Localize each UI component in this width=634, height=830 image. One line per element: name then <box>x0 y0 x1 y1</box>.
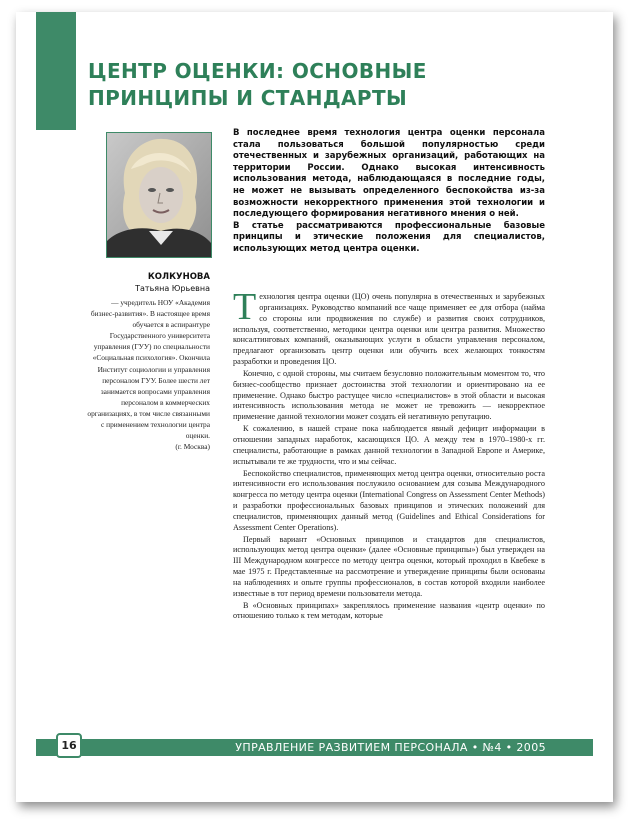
author-portrait-image <box>107 133 211 257</box>
author-city: (г. Москва) <box>175 442 210 452</box>
body-paragraph: К сожалению, в нашей стране пока наблюдается явный дефицит информации в отношении западных наработок, касающихся ЦО. А между тем в 1970–1980-х гг. специалисты, работающие в рамках данной технологии в Западной Европе и Америке, испытывали те же трудности, что и мы сейчас. <box>233 424 545 466</box>
author-bio-text: — учредитель НОУ «Академия бизнес-развития». В настоящее время обучается в аспирантуре Государственного университета управления (ГУУ) по специальности «Социальная психология». Окончила Институт социологии и управления персоналом ГУУ. Более шести лет занимается вопросами управления персоналом в коммерческих организациях, в том числе связанными с применением технологии центра оценки. <box>87 298 210 441</box>
author-first-name: Татьяна Юрьевна <box>135 284 210 293</box>
page-number: 16 <box>56 733 82 758</box>
author-block <box>86 272 210 294</box>
article-lead <box>233 128 545 256</box>
body-paragraph: Первый вариант «Основных принципов и стандартов для специалистов, использующих метод центра оценки» (далее «Основные принципы») был утвержден на III Международном конгрессе по методу центра оценки, который проходил в Квебеке в мае 1975 г. Представленные на рассмотрение и утверждение принципы были основаны на наблюдениях и опыте группы профессионалов, в состав которой входили наиболее известные в тот период времени пользователи метода. <box>233 534 545 598</box>
first-paragraph-text: ехнология центра оценки (ЦО) очень популярна в отечественных и зарубежных организациях. Руководство компаний все чаще применяет ее для отбора (найма со стороны или продвижения по службе) и развития своих сотрудников, используя, соответственно, методики центра оценки или центра развития. Множество консалтинговых компаний, оказывающих услуги в области управления персоналом, предлагают организовать центр оценки или обучить всех желающих тонкостям разработки и проведения ЦО. <box>233 292 545 367</box>
drop-cap: Т <box>233 292 257 328</box>
lead-paragraph: В статье рассматриваются профессиональные базовые принципы и этические положения для специалистов, использующих метод центра оценки. <box>233 220 545 254</box>
author-last-name: КОЛКУНОВА <box>147 272 210 282</box>
body-paragraph: Конечно, с одной стороны, мы считаем безусловно положительным моментом то, что бизнес-сообщество признает достоинства этой технологии и ориентировано на ее применение. Однако быстро растущее число «специалистов» в этой области и высокая интенсивность использования метода не может не тревожить — некорректное применение данной технологии может создать ей негативную репутацию. <box>233 368 545 422</box>
author-bio <box>86 297 210 452</box>
article-title: ЦЕНТР ОЦЕНКИ: ОСНОВНЫЕ ПРИНЦИПЫ И СТАНДАРТЫ <box>88 59 427 110</box>
article-body <box>233 292 545 724</box>
lead-paragraph: В последнее время технология центра оценки персонала стала пользоваться большой популярностью среди отечественных и зарубежных организаций, работающих на территории России. Однако высокая интенсивность использования метода, наблюдающаяся в последние годы, не может не вызывать определенного беспокойства из-за возможности некорректного применения этой технологии и последующего формирования негативного мнения о ней. <box>233 128 545 220</box>
body-paragraph: Беспокойство специалистов, применяющих метод центра оценки, относительно роста интенсивности его использования послужило основанием для созыва Международного конгресса по методу центра оценки (International Congress on Assessment Center Methods) и разработки профессиональных базовых принципов и этических положений для специалистов, применяющих данный метод (Guidelines and Ethical Considerations for Assessment Center Operations). <box>233 468 545 532</box>
body-paragraph <box>233 292 545 368</box>
body-paragraph: В «Основных принципах» закреплялось применение названия «центр оценки» по отношению только к тем методам, которые <box>233 600 545 621</box>
author-photo <box>106 132 212 258</box>
journal-footer-title: УПРАВЛЕНИЕ РАЗВИТИЕМ ПЕРСОНАЛА • №4 • 2005 <box>235 741 546 754</box>
green-tab-decoration <box>36 12 76 130</box>
